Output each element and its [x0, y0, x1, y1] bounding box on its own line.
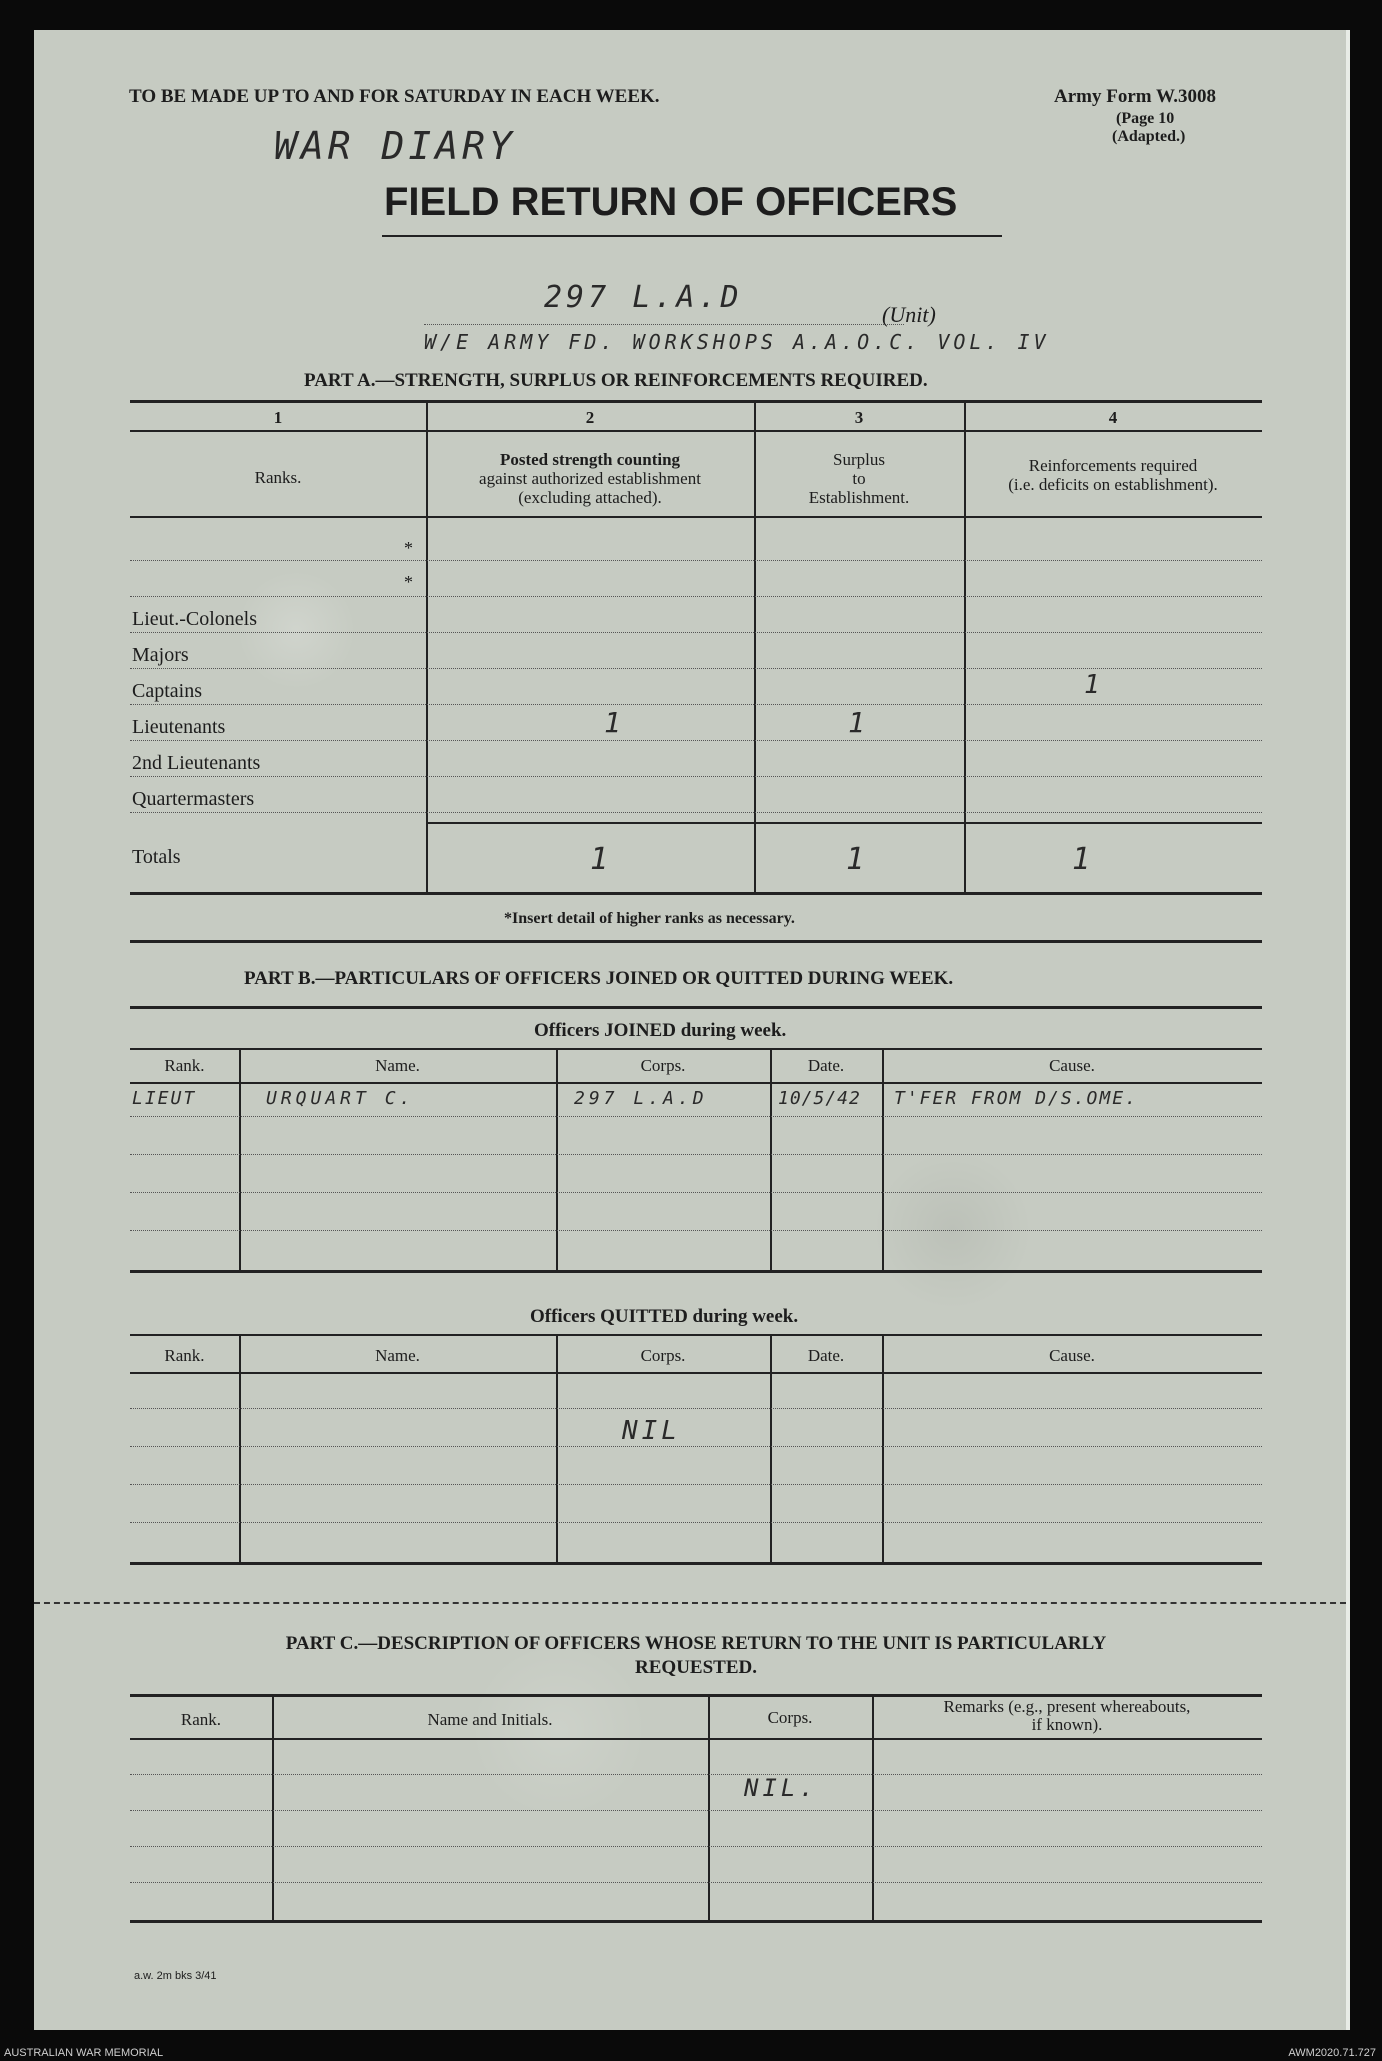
instruction-text: TO BE MADE UP TO AND FOR SATURDAY IN EACH WEEK. [129, 86, 660, 107]
posted-header [426, 450, 754, 507]
lieutenants-surplus-value: 1 [848, 706, 869, 739]
part-c-col-remarks [872, 1698, 1262, 1734]
part-a-colnum-rule [130, 430, 1262, 432]
unit-label: (Unit) [882, 302, 936, 327]
row-line [130, 1154, 1262, 1155]
row-line [130, 1484, 1262, 1485]
we-note: W/E ARMY FD. WORKSHOPS A.A.O.C. VOL. IV [424, 330, 1050, 354]
part-a-section-end-rule [130, 940, 1262, 943]
row-line [130, 560, 1262, 561]
posted-header-line-1: Posted strength counting [499, 450, 681, 469]
totals-surplus-value: 1 [846, 842, 869, 877]
row-line [130, 596, 1262, 597]
footer-left: AUSTRALIAN WAR MEMORIAL [4, 2047, 164, 2059]
row-line [130, 1522, 1262, 1523]
form-sheet [34, 30, 1350, 2030]
joined-col-cause: Cause. [1049, 1056, 1095, 1075]
row-line [130, 1774, 1262, 1775]
posted-header-line-3: (excluding attached). [518, 488, 662, 507]
quitted-nil: NIL [622, 1416, 681, 1446]
surplus-header-line-1: Surplus [833, 450, 885, 469]
part-a-heading: PART A.—STRENGTH, SURPLUS OR REINFORCEMENTS REQUIRED. [304, 370, 928, 391]
surplus-header [754, 450, 964, 507]
joined-col-divider [882, 1048, 884, 1270]
part-a-bottom-rule [130, 892, 1262, 895]
part-c-header-rule [130, 1738, 1262, 1740]
printer-mark: a.w. 2m bks 3/41 [134, 1970, 217, 1982]
handwritten-war-diary: WAR DIARY [274, 124, 516, 168]
quitted-col-cause: Cause. [1049, 1346, 1095, 1365]
part-c-heading-line-2: REQUESTED. [635, 1657, 757, 1678]
title-underline [382, 235, 1002, 237]
col-number-1: 1 [273, 408, 283, 427]
captains-reinf-value: 1 [1084, 670, 1104, 700]
joined-col-corps: Corps. [640, 1056, 686, 1075]
joined-col-divider [556, 1048, 558, 1270]
joined-col-name: Name. [375, 1056, 420, 1075]
joined-bottom-rule [130, 1270, 1262, 1273]
part-c-remarks-line-1: Remarks (e.g., present whereabouts, [943, 1697, 1191, 1716]
joined-rank-value: LIEUT [132, 1088, 197, 1109]
star-marker-2: * [404, 572, 413, 592]
col-number-3: 3 [854, 408, 864, 427]
joined-date-value: 10/5/42 [778, 1088, 861, 1109]
part-a-header-rule [130, 516, 1262, 518]
part-c-bottom-rule [130, 1920, 1262, 1923]
part-c-col-rank: Rank. [180, 1710, 222, 1729]
row-line [130, 1192, 1262, 1193]
form-number: Army Form W.3008 [1054, 86, 1217, 107]
rank-label-captains: Captains [132, 680, 202, 702]
quitted-col-corps: Corps. [640, 1346, 686, 1365]
totals-reinf-value: 1 [1072, 842, 1095, 877]
joined-col-divider [239, 1048, 241, 1270]
rank-label-lieut-colonels: Lieut.-Colonels [132, 608, 257, 630]
surplus-header-line-2: to [852, 469, 866, 488]
part-c-nil: NIL. [744, 1774, 818, 1802]
joined-header-top-rule [130, 1048, 1262, 1050]
part-a-totals-rule [426, 822, 1262, 824]
unit-value: 297 L.A.D [544, 280, 743, 315]
footer-right: AWM2020.71.727 [1288, 2047, 1376, 2059]
page-note: (Page 10 [1116, 110, 1175, 127]
totals-posted-value: 1 [590, 842, 613, 877]
reinf-header-line-1: Reinforcements required [1028, 456, 1198, 475]
joined-col-divider [770, 1048, 772, 1270]
row-line [130, 1846, 1262, 1847]
part-a-top-rule [130, 400, 1262, 403]
joined-header-bottom-rule [130, 1082, 1262, 1084]
joined-title: Officers JOINED during week. [534, 1020, 787, 1041]
surplus-header-line-3: Establishment. [808, 488, 910, 507]
totals-label: Totals [132, 846, 181, 868]
part-c-heading [130, 1632, 1262, 1680]
row-line [130, 1230, 1262, 1231]
joined-corps-value: 297 L.A.D [574, 1088, 708, 1109]
joined-name-value: URQUART C. [266, 1088, 415, 1109]
quitted-header-top-rule [130, 1334, 1262, 1336]
lieutenants-posted-value: 1 [604, 706, 625, 739]
star-marker-1: * [404, 538, 413, 558]
joined-cause-value: T'FER FROM D/S.OME. [894, 1088, 1138, 1109]
rank-label-majors: Majors [132, 644, 189, 666]
rank-label-lieutenants: Lieutenants [132, 716, 226, 738]
ranks-header: Ranks. [254, 468, 302, 487]
row-line [130, 632, 1262, 633]
row-line [130, 1116, 1262, 1117]
quitted-col-divider [770, 1334, 772, 1562]
row-line [130, 776, 1262, 777]
col-number-4: 4 [1108, 408, 1118, 427]
posted-header-line-2: against authorized establishment [479, 469, 701, 488]
row-line [130, 1882, 1262, 1883]
quitted-col-divider [239, 1334, 241, 1562]
part-b-heading: PART B.—PARTICULARS OF OFFICERS JOINED OR QUITTED DURING WEEK. [244, 968, 954, 989]
row-line [130, 704, 1262, 705]
quitted-col-rank: Rank. [164, 1346, 205, 1365]
part-c-col-corps: Corps. [767, 1708, 813, 1727]
quitted-bottom-rule [130, 1562, 1262, 1565]
row-line [130, 812, 1262, 813]
unit-dotted-line [424, 324, 904, 325]
row-line [130, 668, 1262, 669]
reinf-header-line-2: (i.e. deficits on establishment). [1008, 475, 1218, 494]
row-line [130, 740, 1262, 741]
quitted-col-name: Name. [375, 1346, 420, 1365]
joined-col-rank: Rank. [164, 1056, 205, 1075]
col-number-2: 2 [585, 408, 595, 427]
adapted-note: (Adapted.) [1112, 128, 1186, 145]
quitted-col-divider [556, 1334, 558, 1562]
part-c-heading-line-1: PART C.—DESCRIPTION OF OFFICERS WHOSE RETURN TO THE UNIT IS PARTICULARLY [285, 1633, 1107, 1654]
row-line [130, 1408, 1262, 1409]
rank-label-quartermasters: Quartermasters [132, 788, 255, 810]
row-line [130, 1446, 1262, 1447]
part-c-remarks-line-2: if known). [1031, 1715, 1103, 1734]
part-b-top-rule [130, 1006, 1262, 1009]
part-c-col-name: Name and Initials. [427, 1710, 553, 1729]
row-line [130, 1810, 1262, 1811]
part-a-footnote: *Insert detail of higher ranks as necessary. [504, 910, 795, 927]
quitted-col-date: Date. [807, 1346, 845, 1365]
tear-line [34, 1602, 1346, 1604]
page-title: FIELD RETURN OF OFFICERS [384, 180, 958, 224]
rank-label-2nd-lieutenants: 2nd Lieutenants [132, 752, 261, 774]
reinforcements-header [964, 456, 1262, 494]
quitted-title: Officers QUITTED during week. [530, 1306, 799, 1327]
quitted-col-divider [882, 1334, 884, 1562]
quitted-header-bottom-rule [130, 1372, 1262, 1374]
joined-col-date: Date. [807, 1056, 845, 1075]
